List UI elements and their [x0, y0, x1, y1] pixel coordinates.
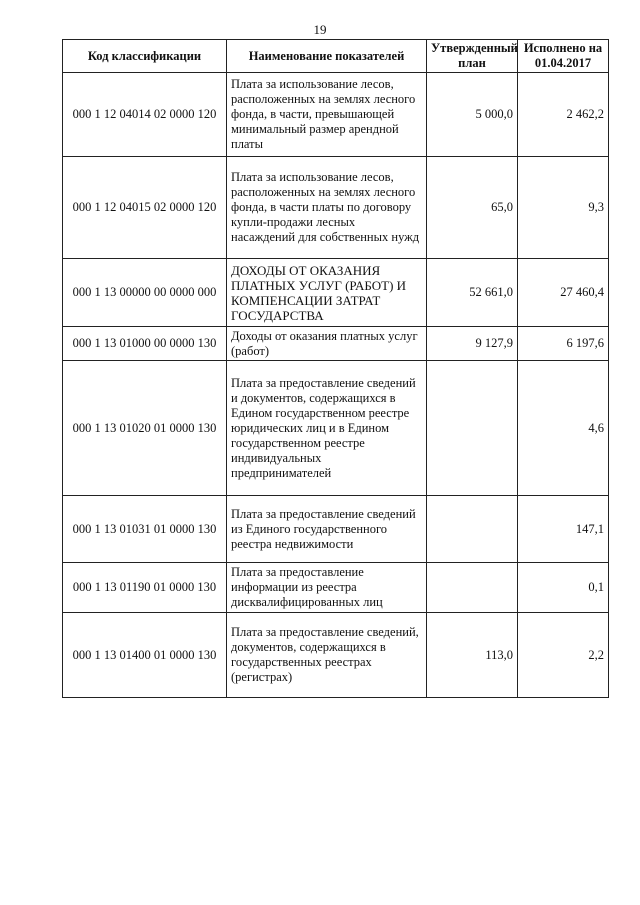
row-plan — [427, 496, 518, 563]
table-row — [63, 361, 609, 496]
row-plan: 113,0 — [427, 613, 518, 698]
header-name: Наименование показателей — [227, 40, 427, 73]
row-done: 0,1 — [518, 563, 609, 613]
table-row — [63, 157, 609, 259]
table-row — [63, 327, 609, 361]
row-code: 000 1 13 01000 00 0000 130 — [63, 327, 227, 361]
table-row — [63, 73, 609, 157]
row-done: 2,2 — [518, 613, 609, 698]
table-row — [63, 259, 609, 327]
row-plan: 9 127,9 — [427, 327, 518, 361]
table-row — [63, 613, 609, 698]
row-done: 4,6 — [518, 361, 609, 496]
header-plan: Утвержденный план — [427, 40, 518, 73]
row-code: 000 1 13 01020 01 0000 130 — [63, 361, 227, 496]
row-plan: 5 000,0 — [427, 73, 518, 157]
row-name: Плата за предоставление сведений, документов, содержащихся в государственных реестрах (регистрах) — [227, 613, 427, 698]
table-row — [63, 496, 609, 563]
row-code: 000 1 13 01400 01 0000 130 — [63, 613, 227, 698]
revenue-table — [62, 39, 609, 698]
row-code: 000 1 12 04015 02 0000 120 — [63, 157, 227, 259]
row-name: Плата за использование лесов, расположенных на землях лесного фонда, в части, превышающей минимальный размер арендной платы — [227, 73, 427, 157]
row-done: 2 462,2 — [518, 73, 609, 157]
row-plan — [427, 361, 518, 496]
page-number: 19 — [313, 22, 327, 37]
row-name: Плата за предоставление информации из реестра дисквалифицированных лиц — [227, 563, 427, 613]
table-header-row — [63, 40, 609, 73]
row-code: 000 1 13 01031 01 0000 130 — [63, 496, 227, 563]
row-name: Плата за использование лесов, расположенных на землях лесного фонда, в части платы по договору купли-продажи лесных насаждений для собственных нужд — [227, 157, 427, 259]
row-name: Плата за предоставление сведений из Единого государственного реестра недвижимости — [227, 496, 427, 563]
row-done: 9,3 — [518, 157, 609, 259]
row-done: 147,1 — [518, 496, 609, 563]
header-done: Исполнено на 01.04.2017 — [518, 40, 609, 73]
table-row — [63, 563, 609, 613]
row-name: Плата за предоставление сведений и документов, содержащихся в Едином государственном реестре юридических лиц и в Едином государственном реестре индивидуальных предпринимателей — [227, 361, 427, 496]
row-code: 000 1 13 01190 01 0000 130 — [63, 563, 227, 613]
row-code: 000 1 12 04014 02 0000 120 — [63, 73, 227, 157]
row-name: Доходы от оказания платных услуг (работ) — [227, 327, 427, 361]
row-plan: 65,0 — [427, 157, 518, 259]
row-code: 000 1 13 00000 00 0000 000 — [63, 259, 227, 327]
header-code: Код классификации — [63, 40, 227, 73]
row-done: 6 197,6 — [518, 327, 609, 361]
row-name: ДОХОДЫ ОТ ОКАЗАНИЯ ПЛАТНЫХ УСЛУГ (РАБОТ) И КОМПЕНСАЦИИ ЗАТРАТ ГОСУДАРСТВА — [227, 259, 427, 327]
row-plan — [427, 563, 518, 613]
row-plan: 52 661,0 — [427, 259, 518, 327]
row-done: 27 460,4 — [518, 259, 609, 327]
